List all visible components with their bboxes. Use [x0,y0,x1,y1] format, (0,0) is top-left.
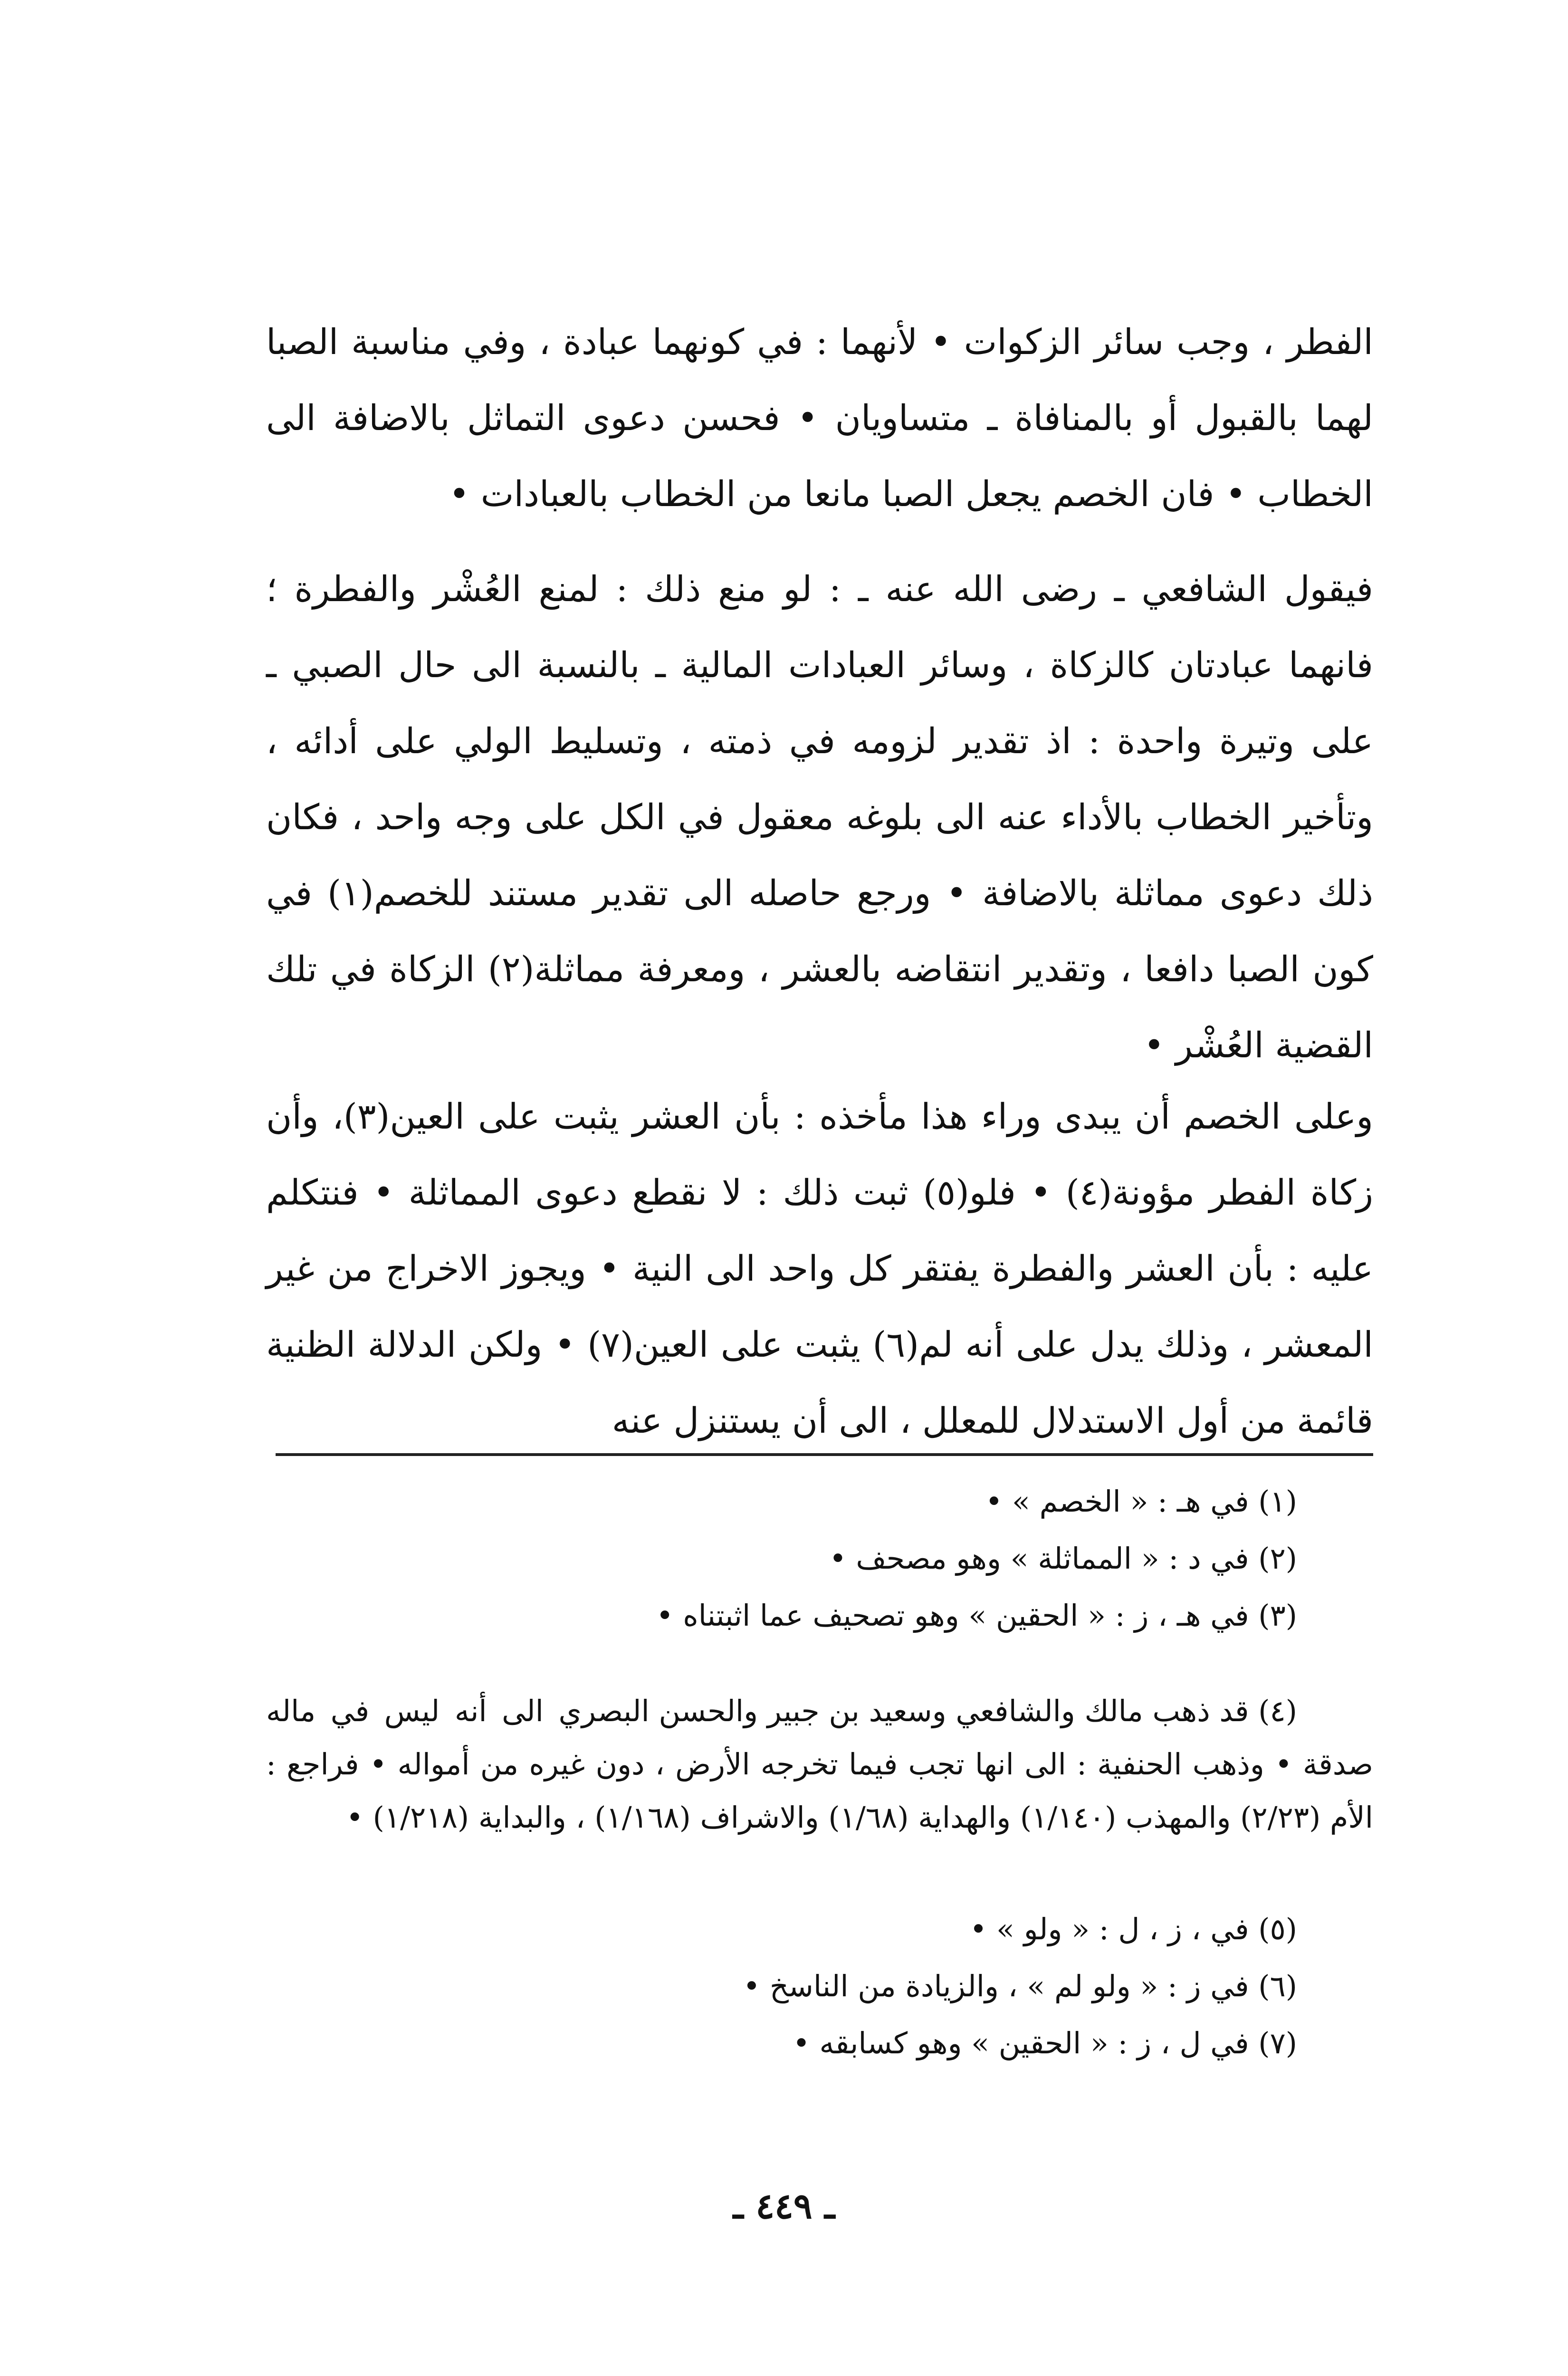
footnote-5: (٥) في ، ز ، ل : « ولو » • [969,1912,1297,1946]
paragraph-1-text: الفطر ، وجب سائر الزكوات • لأنهما : في كونهما عبادة ، وفي مناسبة الصبا لهما بالقبول أو بالمنافاة ـ متساويان • فحسن دعوى التماثل بالاضافة الى الخطاب • فان الخصم يجعل الصبا مانعا من الخطاب بالعبادات • [266,322,1373,515]
footnote-4 [266,1685,1373,1844]
footnotes-group-1 [266,1473,1373,1644]
paragraph-3 [266,1079,1373,1459]
footnote-1: (١) في هـ : « الخصم » • [985,1484,1297,1519]
footnote-7: (٧) في ل ، ز : « الحقين » وهو كسابقه • [793,2026,1297,2060]
paragraph-1 [266,304,1373,532]
page-number: ـ ٤٤٩ ـ [733,2186,835,2227]
footnote-4-lead: (٤) قد ذهب مالك والشافعي وسعيد بن جبير والحسن البصري [558,1694,1297,1728]
paragraph-2-text: فيقول الشافعي ـ رضى الله عنه ـ : لو منع ذلك : لمنع العُشْر والفطرة ؛ فانهما عبادتان كالزكاة ، وسائر العبادات المالية ـ بالنسبة الى حال الصبي ـ على وتيرة واحدة : اذ تقدير لزومه في ذمته ، وتسليط الولي على أدائه ، وتأخير الخطاب بالأداء عنه الى بلوغه معقول في الكل على وجه واحد ، فكان ذلك دعوى مماثلة بالاضافة • ورجع حاصله الى تقدير مستند للخصم(١) في كون الصبا دافعا ، وتقدير انتقاضه بالعشر ، ومعرفة مماثلة(٢) الزكاة في تلك القضية العُشْر • [266,569,1373,1066]
paragraph-2 [266,551,1373,1083]
footnote-separator [276,1453,1373,1456]
footnotes-group-2 [266,1901,1373,2072]
footnote-6: (٦) في ز : « ولو لم » ، والزيادة من الناسخ • [743,1969,1297,2003]
footnote-3: (٣) في هـ ، ز : « الحقين » وهو تصحيف عما اثبتناه • [656,1598,1297,1633]
footnote-2: (٢) في د : « المماثلة » وهو مصحف • [829,1541,1297,1576]
footnote-4-body: الى أنه ليس في ماله صدقة • وذهب الحنفية : الى انها تجب فيما تخرجه الأرض ، دون غيره من أمواله • فراجع : الأم (٢/٢٣) والمهذب (١/١٤٠) والهداية (١/٦٨) والاشراف (١/١٦٨) ، والبداية (١/٢١٨) • [266,1694,1373,1835]
paragraph-3-text: وعلى الخصم أن يبدى وراء هذا مأخذه : بأن العشر يثبت على العين(٣)، وأن زكاة الفطر مؤونة(٤) • فلو(٥) ثبت ذلك : لا نقطع دعوى المماثلة • فنتكلم عليه : بأن العشر والفطرة يفتقر كل واحد الى النية • ويجوز الاخراج من غير المعشر ، وذلك يدل على أنه لم(٦) يثبت على العين(٧) • ولكن الدلالة الظنية قائمة من أول الاستدلال للمعلل ، الى أن يستنزل عنه [266,1096,1373,1441]
